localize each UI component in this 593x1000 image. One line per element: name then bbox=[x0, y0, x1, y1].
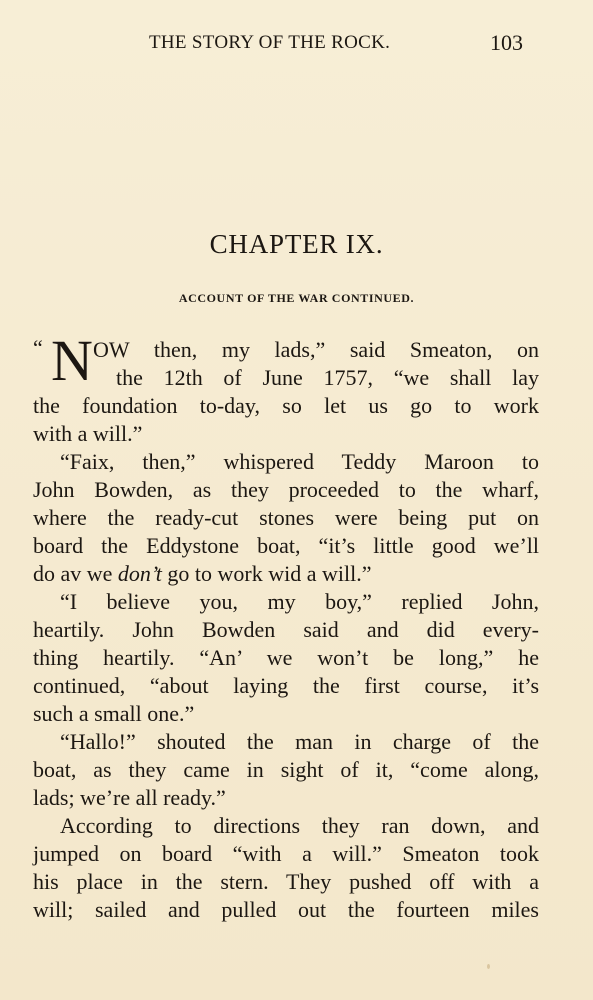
paragraph-5-line-3: his place in the stern. They pushed off with a bbox=[33, 869, 539, 894]
paragraph-5-line-1: According to directions they ran down, and bbox=[60, 813, 539, 838]
paragraph-2-line-1: “Faix, then,” whispered Teddy Maroon to bbox=[60, 449, 539, 474]
drop-cap: N bbox=[51, 328, 93, 393]
running-head bbox=[0, 30, 593, 58]
paragraph-4-line-3: lads; we’re all ready.” bbox=[33, 785, 226, 810]
paragraph-1-line-1-text: OW then, my lads,” said Smeaton, on bbox=[93, 337, 539, 362]
paragraph-1-line-4: with a will.” bbox=[33, 421, 143, 446]
paragraph-3-line-2: heartily. John Bowden said and did every- bbox=[33, 617, 539, 642]
paragraph-3 bbox=[33, 588, 539, 728]
paragraph-3-line-1: “I believe you, my boy,” replied John, bbox=[60, 589, 539, 614]
paragraph-2-line-5-start: do av we bbox=[33, 561, 118, 586]
paragraph-4-line-2: boat, as they came in sight of it, “come along, bbox=[33, 757, 539, 782]
opening-quote: “ bbox=[33, 335, 43, 360]
paragraph-1-line-3: the foundation to-day, so let us go to work bbox=[33, 393, 539, 418]
emphasized-word: don’t bbox=[117, 561, 162, 586]
chapter-subtitle: ACCOUNT OF THE WAR CONTINUED. bbox=[178, 291, 415, 305]
paragraph-2-line-3: where the ready-cut stones were being put on bbox=[33, 505, 539, 530]
paragraph-4 bbox=[33, 728, 539, 812]
paragraph-2-line-5 bbox=[33, 560, 539, 588]
paragraph-3-line-4: continued, “about laying the first course, it’s bbox=[33, 673, 539, 698]
running-title: THE STORY OF THE ROCK. bbox=[149, 32, 391, 53]
paragraph-5-line-4: will; sailed and pulled out the fourteen miles bbox=[33, 897, 539, 922]
paragraph-1 bbox=[33, 328, 539, 448]
chapter-title: CHAPTER IX. bbox=[209, 229, 384, 259]
paragraph-2 bbox=[33, 448, 539, 588]
paragraph-5 bbox=[33, 812, 539, 924]
paper-speck bbox=[487, 964, 490, 969]
paragraph-3-line-5: such a small one.” bbox=[33, 701, 195, 726]
paragraph-2-line-5-end: go to work wid a will.” bbox=[161, 561, 372, 586]
body-text bbox=[33, 328, 539, 924]
paragraph-3-line-3: thing heartily. “An’ we won’t be long,” he bbox=[33, 645, 539, 670]
paragraph-4-line-1: “Hallo!” shouted the man in charge of the bbox=[60, 729, 539, 754]
paragraph-5-line-2: jumped on board “with a will.” Smeaton took bbox=[33, 841, 539, 866]
paragraph-2-line-2: John Bowden, as they proceeded to the wharf, bbox=[33, 477, 539, 502]
paragraph-1-line-2: the 12th of June 1757, “we shall lay bbox=[116, 365, 539, 390]
paragraph-2-line-4: board the Eddystone boat, “it’s little good we’ll bbox=[33, 533, 539, 558]
page-number: 103 bbox=[490, 30, 523, 55]
